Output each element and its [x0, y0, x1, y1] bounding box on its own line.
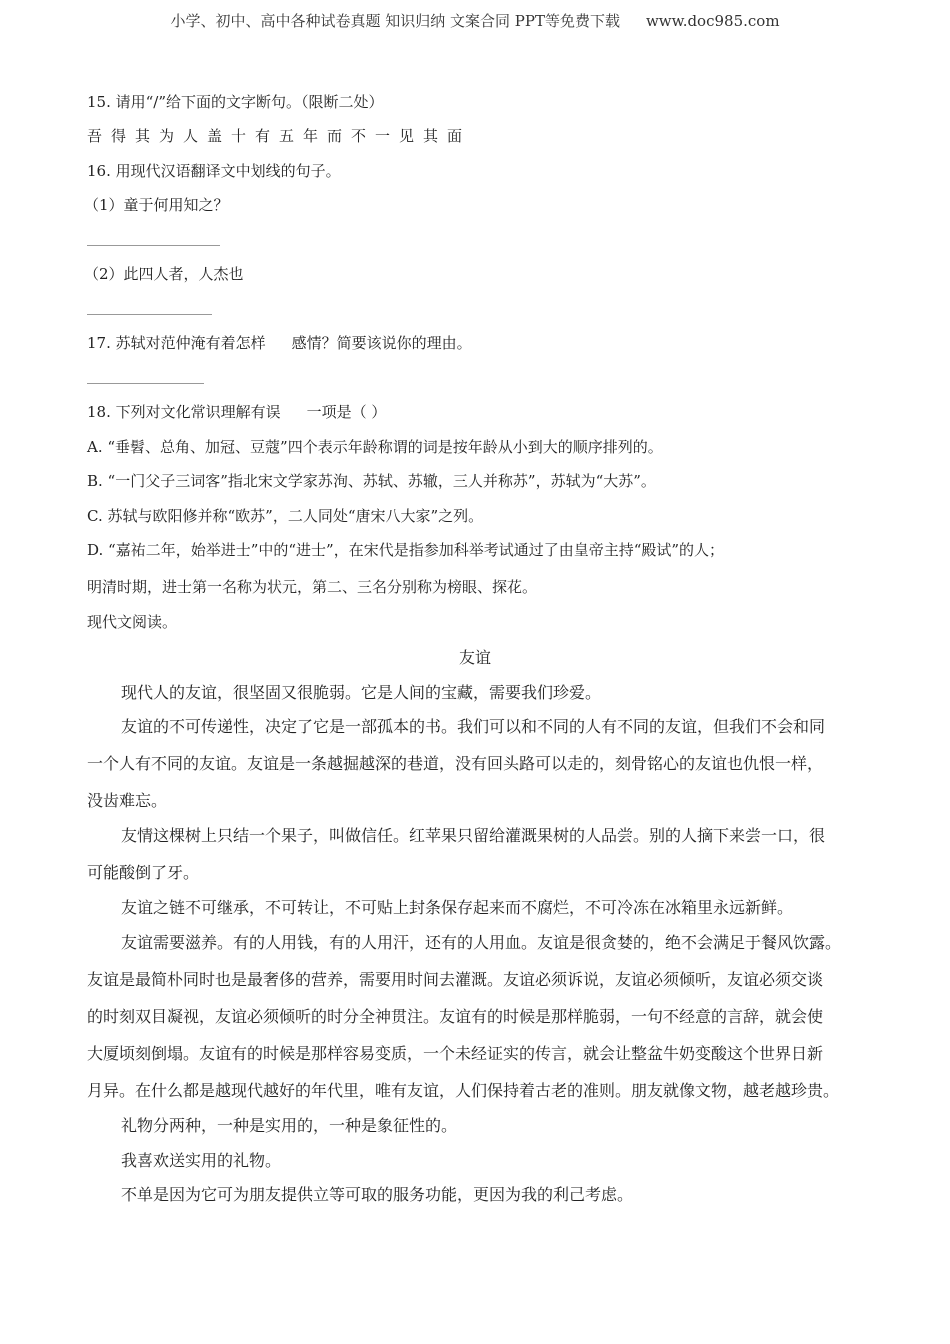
q17-prompt-a: 17. 苏轼对范仲淹有着怎样 — [87, 334, 266, 352]
essay-p3-line1: 友情这棵树上只结一个果子，叫做信任。红苹果只留给灌溉果树的人品尝。别的人摘下来尝一口，很 — [121, 826, 826, 845]
page-header — [0, 10, 950, 31]
essay-p3-line2: 可能酸倒了牙。 — [87, 863, 200, 882]
q17-prompt-b: 感情？简要该说你的理由。 — [291, 334, 472, 352]
essay-p5-line1: 友谊需要滋养。有的人用钱，有的人用汗，还有的人用血。友谊是很贪婪的，绝不会满足于餐风饮露。 — [121, 933, 842, 952]
q16-sub2: （2）此四人者，人杰也 — [84, 265, 244, 283]
essay-p8: 不单是因为它可为朋友提供立等可取的服务功能，更因为我的利己考虑。 — [121, 1185, 634, 1204]
essay-title: 友谊 — [458, 648, 491, 667]
q18-option-b: B. “一门父子三词客”指北宋文学家苏洵、苏轼、苏辙，三人并称苏”，苏轼为“大苏”。 — [87, 472, 656, 490]
essay-p1: 现代人的友谊，很坚固又很脆弱。它是人间的宝藏，需要我们珍爱。 — [121, 683, 602, 702]
q18-prompt-b: 一项是（ ） — [306, 403, 387, 421]
header-text: 小学、初中、高中各种试卷真题 知识归纳 文案合同 PPT等免费下载 — [170, 12, 620, 30]
answer-line-16-1[interactable] — [87, 245, 220, 246]
essay-p4: 友谊之链不可继承，不可转让，不可贴上封条保存起来而不腐烂，不可冷冻在冰箱里永远新鲜。 — [121, 898, 794, 917]
q16-sub1: （1）童于何用知之？ — [84, 196, 229, 214]
q15-text: 吾得其为人盖十有五年而不一见其面 — [87, 127, 472, 145]
q16-prompt: 16. 用现代汉语翻译文中划线的句子。 — [87, 162, 341, 180]
essay-p6: 礼物分两种，一种是实用的，一种是象征性的。 — [121, 1116, 458, 1135]
header-site-link[interactable]: www.doc985.com — [645, 12, 780, 30]
essay-p5-line3: 的时刻双目凝视，友谊必须倾听的时分全神贯注。友谊有的时候是那样脆弱，一句不经意的言辞，就会使 — [87, 1007, 824, 1026]
q18-option-c: C. 苏轼与欧阳修并称“欧苏”，二人同处“唐宋八大家”之列。 — [87, 507, 484, 525]
q18-prompt — [87, 401, 386, 422]
q18-option-a: A. “垂髫、总角、加冠、豆蔻”四个表示年龄称谓的词是按年龄从小到大的顺序排列的。 — [87, 438, 663, 456]
essay-p2-line3: 没齿难忘。 — [87, 791, 168, 810]
essay-p2-line1: 友谊的不可传递性，决定了它是一部孤本的书。我们可以和不同的人有不同的友谊，但我们不会和同 — [121, 717, 826, 736]
q18-option-d-line2: 明清时期，进士第一名称为状元，第二、三名分别称为榜眼、探花。 — [87, 578, 538, 596]
answer-line-17[interactable] — [87, 383, 204, 384]
essay-p5-line2: 友谊是最简朴同时也是最奢侈的营养，需要用时间去灌溉。友谊必须诉说，友谊必须倾听，友谊必须交谈 — [87, 970, 824, 989]
essay-p2-line2: 一个人有不同的友谊。友谊是一条越掘越深的巷道，没有回头路可以走的，刻骨铭心的友谊也仇恨一样， — [87, 754, 824, 773]
q18-prompt-a: 18. 下列对文化常识理解有误 — [87, 403, 281, 421]
essay-p7: 我喜欢送实用的礼物。 — [121, 1151, 282, 1170]
section-label: 现代文阅读。 — [87, 613, 178, 631]
q17-prompt — [87, 332, 472, 353]
q15-prompt: 15. 请用“/”给下面的文字断句。（限断二处） — [87, 93, 384, 111]
essay-p5-line4: 大厦顷刻倒塌。友谊有的时候是那样容易变质，一个未经证实的传言，就会让整盆牛奶变酸这个世界日新 — [87, 1044, 824, 1063]
answer-line-16-2[interactable] — [87, 314, 212, 315]
essay-p5-line5: 月异。在什么都是越现代越好的年代里，唯有友谊，人们保持着古老的准则。朋友就像文物，越老越珍贵。 — [87, 1081, 840, 1100]
q18-option-d-line1: D. “嘉祐二年，始举进士”中的“进士”，在宋代是指参加科举考试通过了由皇帝主持“殿试”的人； — [87, 541, 725, 559]
